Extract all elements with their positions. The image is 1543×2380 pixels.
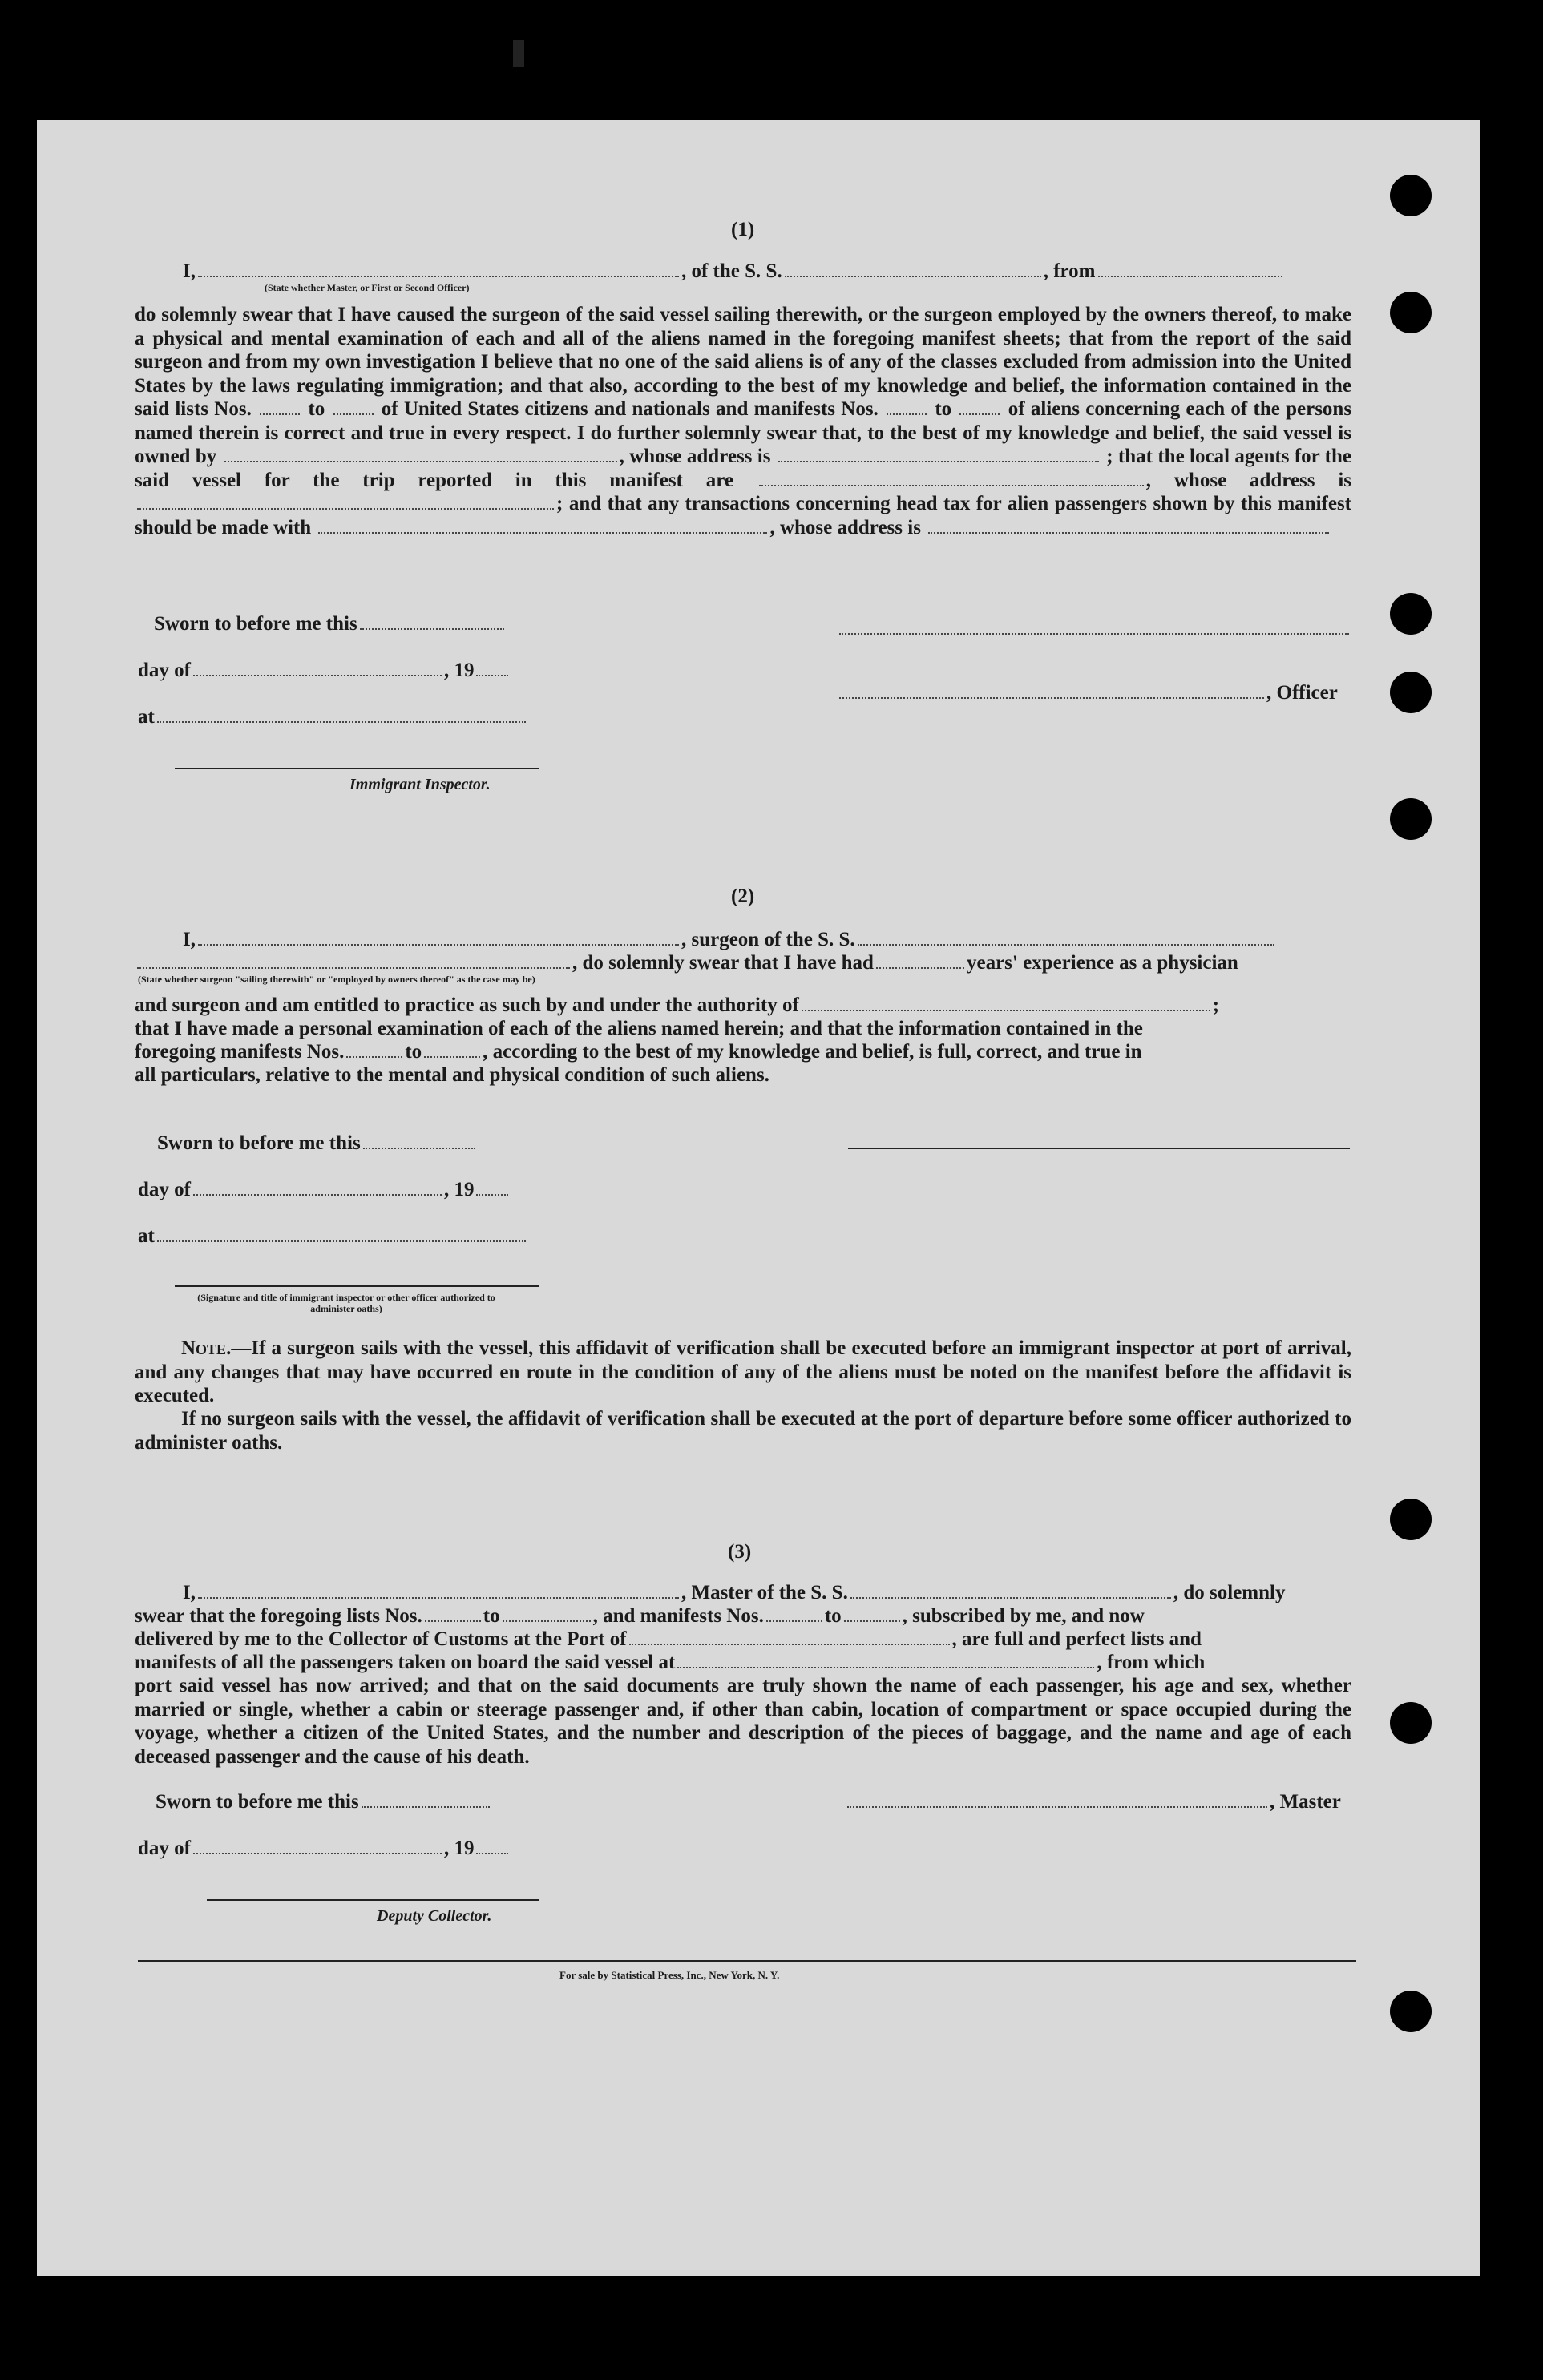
- section-1-sworn: Sworn to before me this: [154, 612, 507, 635]
- section-1-body: do solemnly swear that I have caused the surgeon of the said vessel sailing therewith, or the surgeon employed by the owners thereof, to make a physical and mental examination of each and all of the aliens named in the foregoing manifest sheets; that from the report of the said surgeon and from my own investigation I believe that no one of the said aliens is of any of the classes excluded from admission into the United States by the laws regulating immigration; and that also, according to the best of my knowledge and belief, the information contained in the said lists Nos. to of United States citizens and nationals and manifests Nos. to of aliens concerning each of the persons named therein is correct and true in every respect. I do further solemnly swear that, to the best of my knowledge and belief, the said vessel is owned by , whose address is ; that the local agents for the said vessel for the trip reported in this manifest are , whose address is ; and that any transactions concerning head tax for alien passengers shown by this manifest should be made with , whose address is: [135, 304, 1352, 539]
- footer-rule: [138, 1960, 1356, 1962]
- punch-hole: [1390, 1702, 1432, 1744]
- officer-signature-area: [837, 617, 1351, 640]
- section-3-master: , Master: [845, 1790, 1341, 1813]
- section-3-line-4: manifests of all the passengers taken on board the said vessel at , from which: [135, 1652, 1206, 1673]
- surgeon-signature-line: [848, 1148, 1350, 1149]
- section-1-at: at: [138, 705, 528, 728]
- rank-note: (State whether Master, or First or Second Officer): [265, 282, 470, 293]
- section-2-number: (2): [731, 885, 755, 907]
- section-3-sworn: Sworn to before me this: [156, 1790, 492, 1813]
- section-2-line-6: all particulars, relative to the mental and physical condition of such aliens.: [135, 1064, 769, 1086]
- punch-hole: [1390, 798, 1432, 840]
- note-heading: Note.: [181, 1337, 232, 1359]
- punch-hole: [1390, 1499, 1432, 1540]
- scan-speck: [513, 40, 524, 67]
- section-2-line-5: foregoing manifests Nos. to , according to the best of my knowledge and belief, is full, correct, and true in: [135, 1041, 1142, 1063]
- signature-note: (Signature and title of immigrant inspector or other officer authorized to administer oaths): [197, 1292, 495, 1314]
- verification-note: Note.—If a surgeon sails with the vessel, this affidavit of verification shall be executed before an immigrant inspector at port of arrival, and any changes that may have occurred en route in the condition of any of the aliens must be noted on the manifest before the affidavit is executed.: [135, 1337, 1351, 1406]
- section-1-officer: , Officer: [837, 681, 1338, 704]
- punch-hole: [1390, 593, 1432, 635]
- section-3-day: day of , 19: [138, 1837, 511, 1860]
- section-2-day: day of , 19: [138, 1178, 511, 1201]
- collector-signature-line: [207, 1899, 539, 1901]
- punch-hole: [1390, 672, 1432, 713]
- inspector-signature-line: [175, 768, 539, 769]
- section-1-line-1: [183, 260, 1285, 283]
- punch-hole: [1390, 1991, 1432, 2032]
- punch-hole: [1390, 292, 1432, 333]
- inspector-caption: Immigrant Inspector.: [349, 776, 491, 793]
- section-2-line-4: that I have made a personal examination of each of the aliens named herein; and that the information contained in the: [135, 1018, 1143, 1039]
- collector-caption: Deputy Collector.: [377, 1907, 492, 1925]
- label-from: , from: [1043, 260, 1096, 282]
- section-2-at: at: [138, 1224, 528, 1248]
- section-2-line-1: I, , surgeon of the S. S.: [183, 928, 1277, 951]
- footer-printer: For sale by Statistical Press, Inc., New York, N. Y.: [559, 1969, 780, 1981]
- section-3-body: port said vessel has now arrived; and that on the said documents are truly shown the name of each passenger, his age and sex, whether married or single, whether a cabin or steerage passenger and, if other than cabin, location of compartment or space occupied during the voyage, whether a citizen of the United States, and the number and description of the pieces of baggage, and the name and age of each deceased passenger and the cause of his death.: [135, 1675, 1351, 1768]
- section-2-line-2: , do solemnly swear that I have had years' experience as a physician: [135, 951, 1238, 974]
- section-3-line-2: swear that the foregoing lists Nos. to , and manifests Nos. to , subscribed by me, and now: [135, 1605, 1145, 1627]
- label-i: I,: [183, 260, 196, 282]
- verification-note-2: If no surgeon sails with the vessel, the affidavit of verification shall be executed at the port of departure before some officer authorized to administer oaths.: [135, 1408, 1351, 1454]
- section-1-day: day of , 19: [138, 659, 511, 682]
- section-2-sworn: Sworn to before me this: [157, 1132, 478, 1155]
- surgeon-note: (State whether surgeon "sailing therewith" or "employed by owners thereof" as the case may be): [138, 974, 535, 985]
- section-2-line-3: and surgeon and am entitled to practice as such by and under the authority of ;: [135, 994, 1220, 1016]
- inspector-2-signature-line: [175, 1285, 539, 1287]
- label-of-ss: , of the S. S.: [681, 260, 782, 282]
- section-1-number: (1): [731, 219, 755, 240]
- section-3-line-1: I, , Master of the S. S. , do solemnly: [183, 1582, 1286, 1603]
- section-3-line-3: delivered by me to the Collector of Customs at the Port of , are full and perfect lists and: [135, 1628, 1202, 1650]
- punch-hole: [1390, 175, 1432, 216]
- section-3-number: (3): [728, 1541, 752, 1563]
